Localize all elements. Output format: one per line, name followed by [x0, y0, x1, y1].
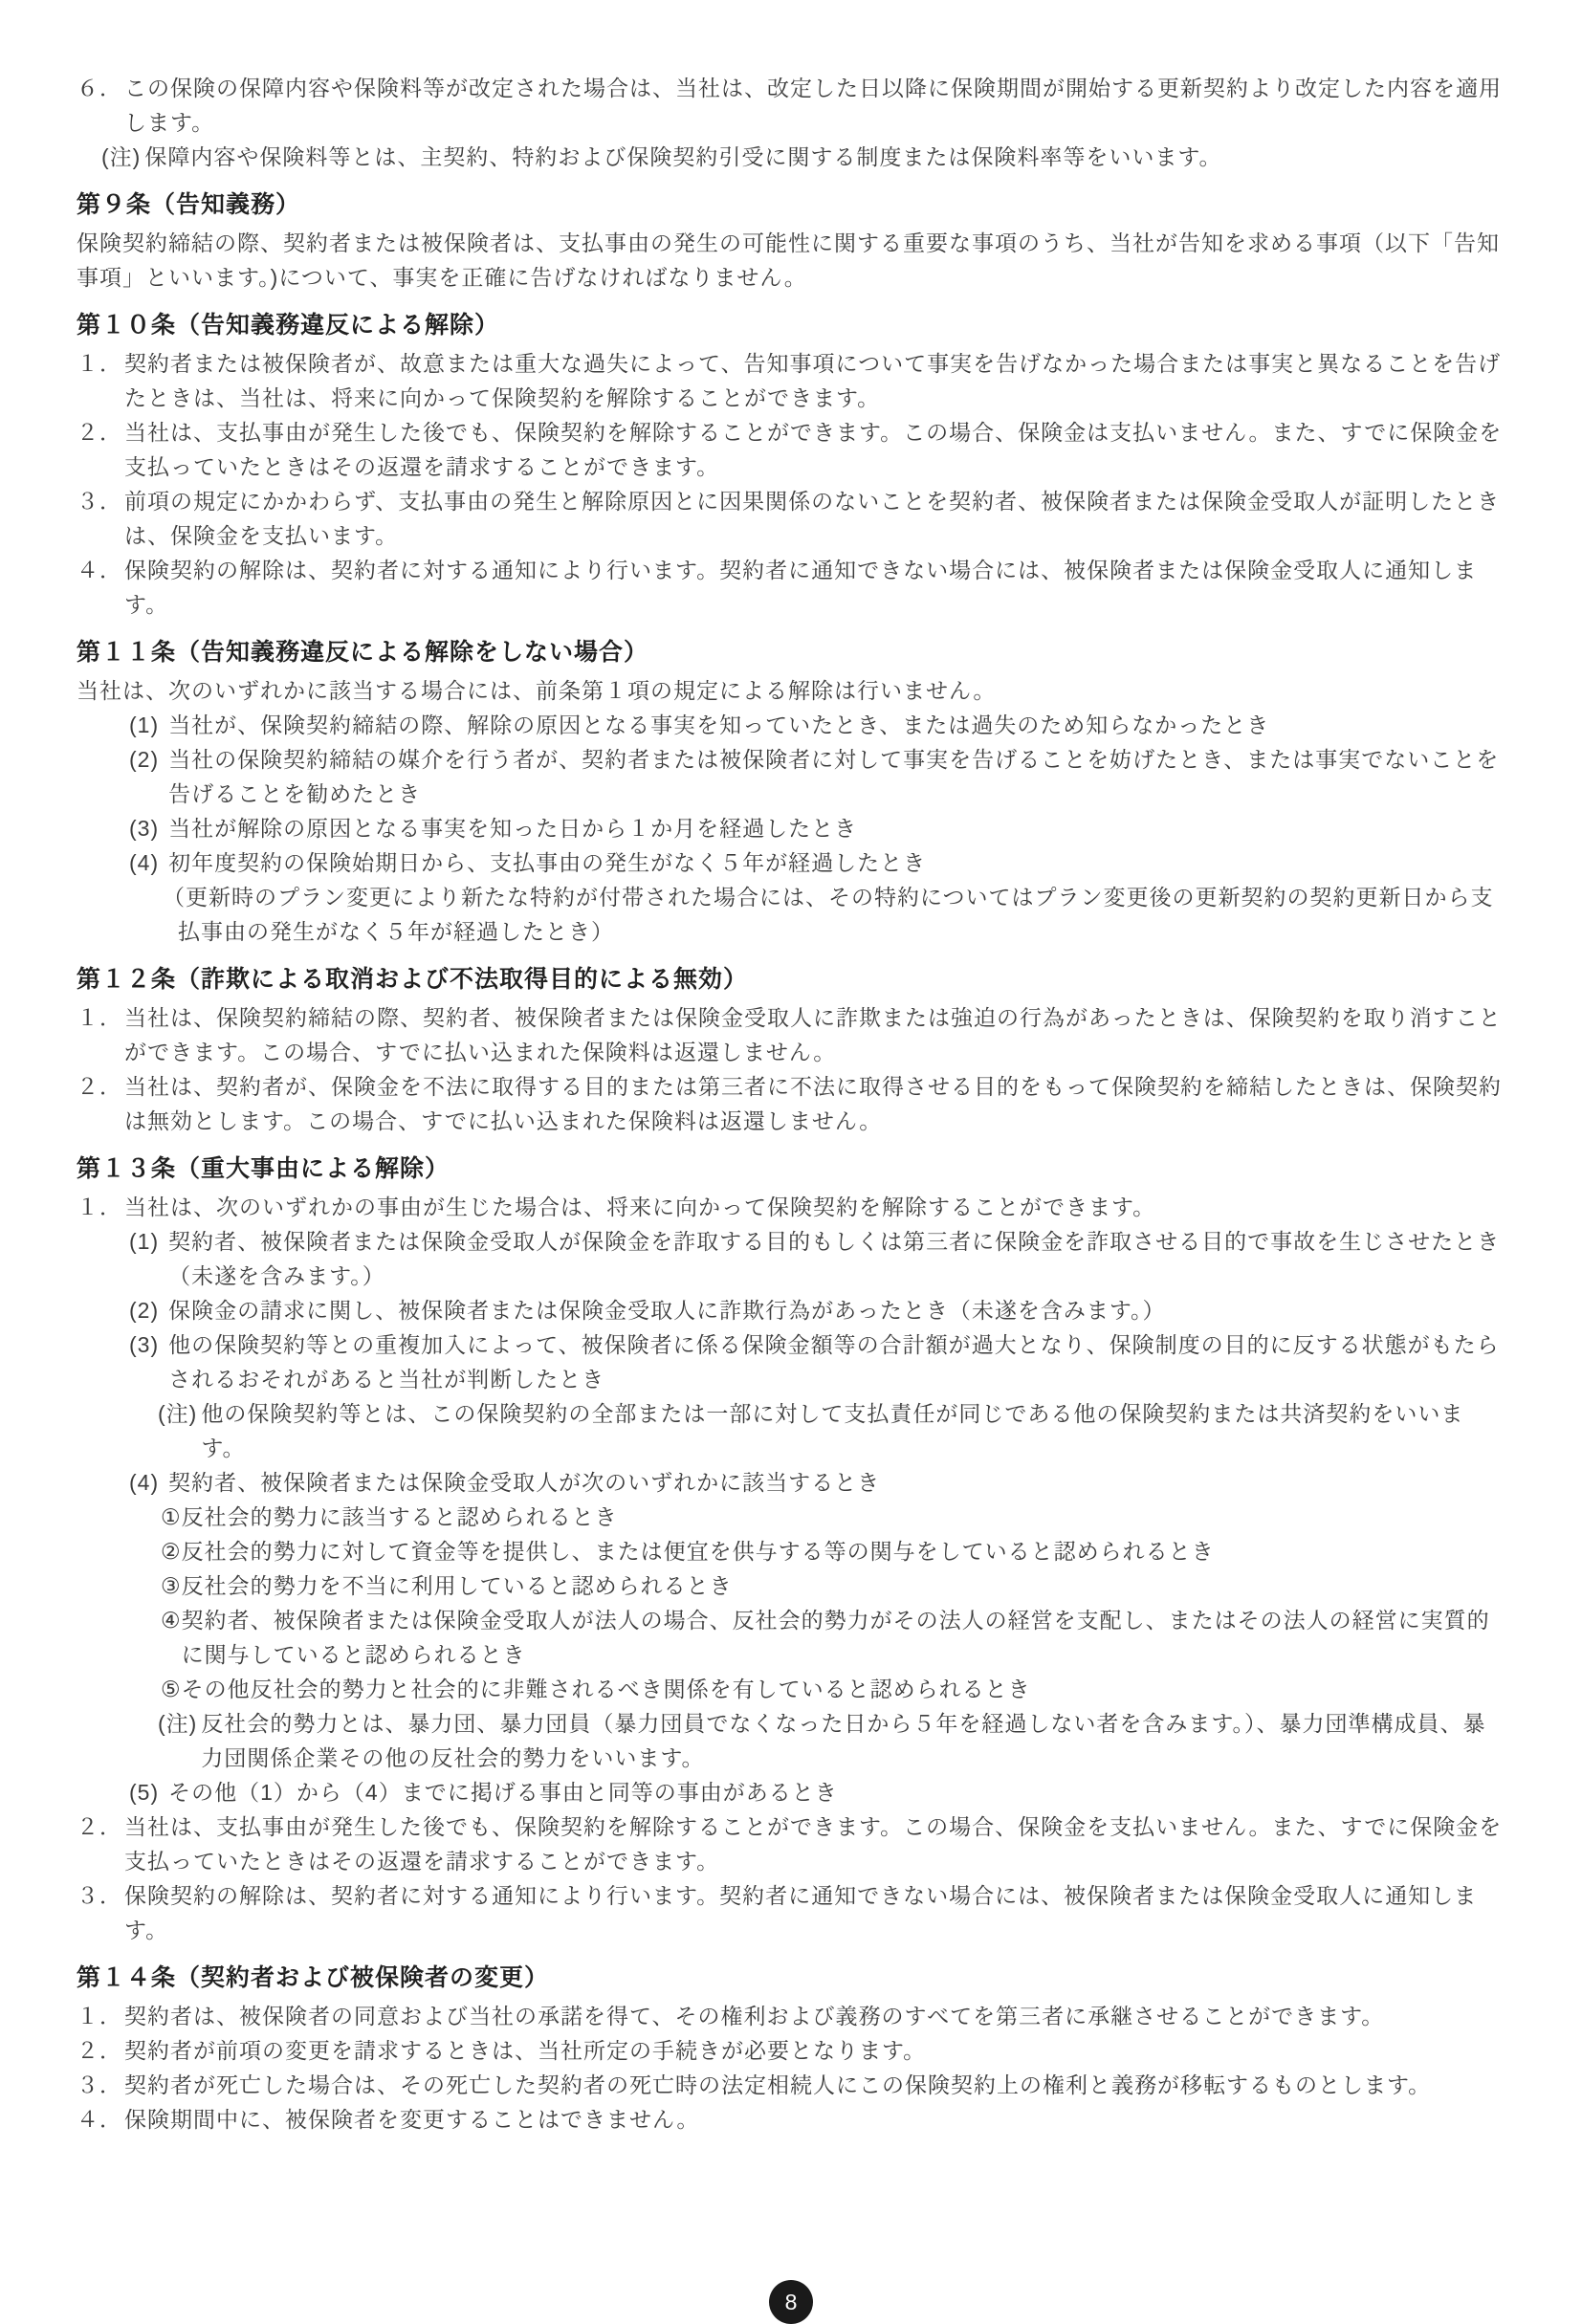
list-marker: (1) [129, 1229, 160, 1254]
block-text: この保険の保障内容や保険料等が改定された場合は、当社は、改定した日以降に保険期間が開始する更新契約より改定した内容を適用します。 [124, 76, 1502, 135]
article-section [77, 186, 1505, 295]
list-marker: ４． [77, 558, 122, 582]
block-text: 他の保険契約等とは、この保険契約の全部または一部に対して支払責任が同じである他の保険契約または共済契約をいいます。 [201, 1401, 1464, 1460]
block-text: 当社は、次のいずれかの事由が生じた場合は、将来に向かって保険契約を解除することができます。 [124, 1195, 1156, 1219]
list-marker: (2) [129, 1298, 160, 1323]
article-section [77, 633, 1505, 949]
block-text: 保険期間中に、被保険者を変更することはできません。 [124, 2107, 700, 2132]
article-heading: 第１３条（重大事由による解除） [77, 1155, 450, 1182]
block-text: 契約者または被保険者が、故意または重大な過失によって、告知事項について事実を告げなかった場合または事実と異なることを告げたときは、当社は、将来に向かって保険契約を解除することができます。 [124, 351, 1502, 410]
list-marker: (注) [101, 144, 142, 169]
page-number: 8 [784, 2289, 798, 2314]
list-marker: １． [77, 1005, 122, 1030]
text-block [77, 1465, 1505, 1500]
list-marker: ６． [77, 76, 122, 100]
block-text: 保険契約の解除は、契約者に対する通知により行います。契約者に通知できない場合には、被保険者または保険金受取人に通知します。 [124, 1883, 1478, 1942]
article-heading: 第１０条（告知義務違反による解除） [77, 312, 500, 339]
article-section [77, 1959, 1505, 2137]
text-block [77, 1568, 1505, 1603]
text-block [77, 1327, 1505, 1396]
list-marker: ③ [161, 1573, 182, 1598]
block-text: 当社は、支払事由が発生した後でも、保険契約を解除することができます。この場合、保険金を支払いません。また、すでに保険金を支払っていたときはその返還を請求することができます。 [124, 1814, 1503, 1874]
text-block [77, 415, 1505, 484]
list-marker: ２． [77, 2038, 122, 2063]
block-text: 当社の保険契約締結の媒介を行う者が、契約者または被保険者に対して事実を告げることを妨げたとき、または事実でないことを告げることを勧めたとき [168, 747, 1500, 806]
list-marker: １． [77, 2004, 122, 2028]
text-block [77, 1534, 1505, 1568]
text-block [77, 1224, 1505, 1293]
list-marker: ４． [77, 2107, 122, 2132]
list-marker: ３． [77, 2072, 122, 2097]
list-marker: (5) [129, 1780, 160, 1805]
block-text: その他（1）から（4）までに掲げる事由と同等の事由があるとき [168, 1780, 838, 1805]
list-marker: ② [161, 1539, 182, 1564]
text-block [77, 1809, 1505, 1878]
text-block [77, 1672, 1505, 1706]
page-number-badge [769, 2280, 813, 2324]
block-text: 当社が解除の原因となる事実を知った日から１か月を経過したとき [168, 816, 858, 841]
block-text: 保険金の請求に関し、被保険者または保険金受取人に詐欺行為があったとき（未遂を含みます。） [168, 1298, 1166, 1323]
block-text: 保障内容や保険料等とは、主契約、特約および保険契約引受に関する制度または保険料率等をいいます。 [144, 144, 1222, 169]
article-heading: 第１４条（契約者および被保険者の変更） [77, 1964, 550, 1991]
block-text: 反社会的勢力に対して資金等を提供し、または便宜を供与する等の関与をしていると認められるとき [181, 1539, 1215, 1564]
text-block [77, 553, 1505, 622]
list-marker: (注) [158, 1711, 198, 1736]
block-text: 他の保険契約等との重複加入によって、被保険者に係る保険金額等の合計額が過大となり、保険制度の目的に反する状態がもたらされるおそれがあると当社が判断したとき [168, 1332, 1500, 1392]
list-marker: ④ [161, 1608, 182, 1633]
block-text: 前項の規定にかかわらず、支払事由の発生と解除原因とに因果関係のないことを契約者、被保険者または保険金受取人が証明したときは、保険金を支払います。 [124, 489, 1501, 548]
text-block [77, 346, 1505, 415]
text-block [77, 1878, 1505, 1947]
text-block [77, 880, 1505, 949]
text-block [77, 1775, 1505, 1809]
list-marker: １． [77, 351, 122, 376]
text-block [77, 1706, 1505, 1775]
block-text: 契約者は、被保険者の同意および当社の承諾を得て、その権利および義務のすべてを第三者に承継させることができます。 [124, 2004, 1385, 2028]
block-text: 反社会的勢力とは、暴力団、暴力団員（暴力団員でなくなった日から５年を経過しない者を含みます。）、暴力団準構成員、暴力団関係企業その他の反社会的勢力をいいます。 [201, 1711, 1486, 1770]
list-marker: ３． [77, 1883, 122, 1908]
text-block [77, 1500, 1505, 1534]
block-text: 初年度契約の保険始期日から、支払事由の発生がなく５年が経過したとき [168, 850, 927, 875]
text-block [77, 673, 1505, 708]
list-marker: (4) [129, 850, 160, 875]
text-block [77, 1000, 1505, 1069]
text-block [77, 1069, 1505, 1138]
block-text: 契約者、被保険者または保険金受取人が次のいずれかに該当するとき [168, 1470, 881, 1495]
block-text: 保険契約締結の際、契約者または被保険者は、支払事由の発生の可能性に関する重要な事項のうち、当社が告知を求める事項（以下「告知事項」といいます。)について、事実を正確に告げなければなりません。 [77, 230, 1500, 290]
list-marker: (3) [129, 816, 160, 841]
text-block [77, 2068, 1505, 2102]
block-text: 反社会的勢力に該当すると認められるとき [181, 1504, 618, 1529]
text-block [77, 2033, 1505, 2068]
article-heading: 第１１条（告知義務違反による解除をしない場合） [77, 639, 649, 666]
block-text: （更新時のプラン変更により新たな特約が付帯された場合には、その特約についてはプラン変更後の更新契約の契約更新日から支払事由の発生がなく５年が経過したとき） [163, 885, 1494, 944]
text-block [77, 742, 1505, 811]
text-block [77, 1396, 1505, 1465]
list-marker: ⑤ [161, 1677, 182, 1701]
text-block [77, 226, 1505, 295]
text-block [77, 1293, 1505, 1327]
text-block [77, 140, 1505, 174]
block-text: 契約者、被保険者または保険金受取人が法人の場合、反社会的勢力がその法人の経営を支配し、またはその法人の経営に実質的に関与していると認められるとき [181, 1608, 1490, 1667]
text-block [77, 845, 1505, 880]
list-marker: (4) [129, 1470, 160, 1495]
list-marker: (1) [129, 713, 160, 737]
article-heading: 第９条（告知義務） [77, 191, 301, 218]
text-block [77, 811, 1505, 845]
list-marker: ２． [77, 1814, 122, 1839]
text-block [77, 2102, 1505, 2137]
text-block [77, 708, 1505, 742]
article-section [77, 1150, 1505, 1947]
list-marker: ３． [77, 489, 122, 514]
text-block [77, 1999, 1505, 2033]
block-text: 当社が、保険契約締結の際、解除の原因となる事実を知っていたとき、または過失のため知らなかったとき [168, 713, 1270, 737]
block-text: 当社は、支払事由が発生した後でも、保険契約を解除することができます。この場合、保険金は支払いません。また、すでに保険金を支払っていたときはその返還を請求することができます。 [124, 420, 1503, 479]
block-text: 契約者が前項の変更を請求するときは、当社所定の手続きが必要となります。 [124, 2038, 927, 2063]
text-block [77, 1190, 1505, 1224]
block-text: 契約者、被保険者または保険金受取人が保険金を詐取する目的もしくは第三者に保険金を詐取させる目的で事故を生じさせたとき（未遂を含みます。） [168, 1229, 1501, 1288]
block-text: その他反社会的勢力と社会的に非難されるべき関係を有していると認められるとき [181, 1677, 1031, 1701]
article-section [77, 960, 1505, 1138]
text-block [77, 71, 1505, 140]
article-section [77, 306, 1505, 622]
block-text: 当社は、契約者が、保険金を不法に取得する目的または第三者に不法に取得させる目的をもって保険契約を締結したときは、保険契約は無効とします。この場合、すでに払い込まれた保険料は返還しません。 [124, 1074, 1502, 1133]
list-marker: ２． [77, 1074, 122, 1099]
article-heading: 第１２条（詐欺による取消および不法取得目的による無効） [77, 966, 749, 993]
list-marker: (注) [158, 1401, 198, 1426]
list-marker: ２． [77, 420, 122, 445]
list-marker: (3) [129, 1332, 160, 1357]
list-marker: ① [161, 1504, 182, 1529]
list-marker: １． [77, 1195, 122, 1219]
article-section [77, 71, 1505, 174]
block-text: 反社会的勢力を不当に利用していると認められるとき [181, 1573, 733, 1598]
list-marker: (2) [129, 747, 160, 772]
block-text: 契約者が死亡した場合は、その死亡した契約者の死亡時の法定相続人にこの保険契約上の権利と義務が移転するものとします。 [124, 2072, 1432, 2097]
block-text: 保険契約の解除は、契約者に対する通知により行います。契約者に通知できない場合には、被保険者または保険金受取人に通知します。 [124, 558, 1478, 617]
text-block [77, 1603, 1505, 1672]
block-text: 当社は、次のいずれかに該当する場合には、前条第１項の規定による解除は行いません。 [77, 678, 997, 703]
block-text: 当社は、保険契約締結の際、契約者、被保険者または保険金受取人に詐欺または強迫の行為があったときは、保険契約を取り消すことができます。この場合、すでに払い込まれた保険料は返還しません。 [124, 1005, 1502, 1064]
text-block [77, 484, 1505, 553]
